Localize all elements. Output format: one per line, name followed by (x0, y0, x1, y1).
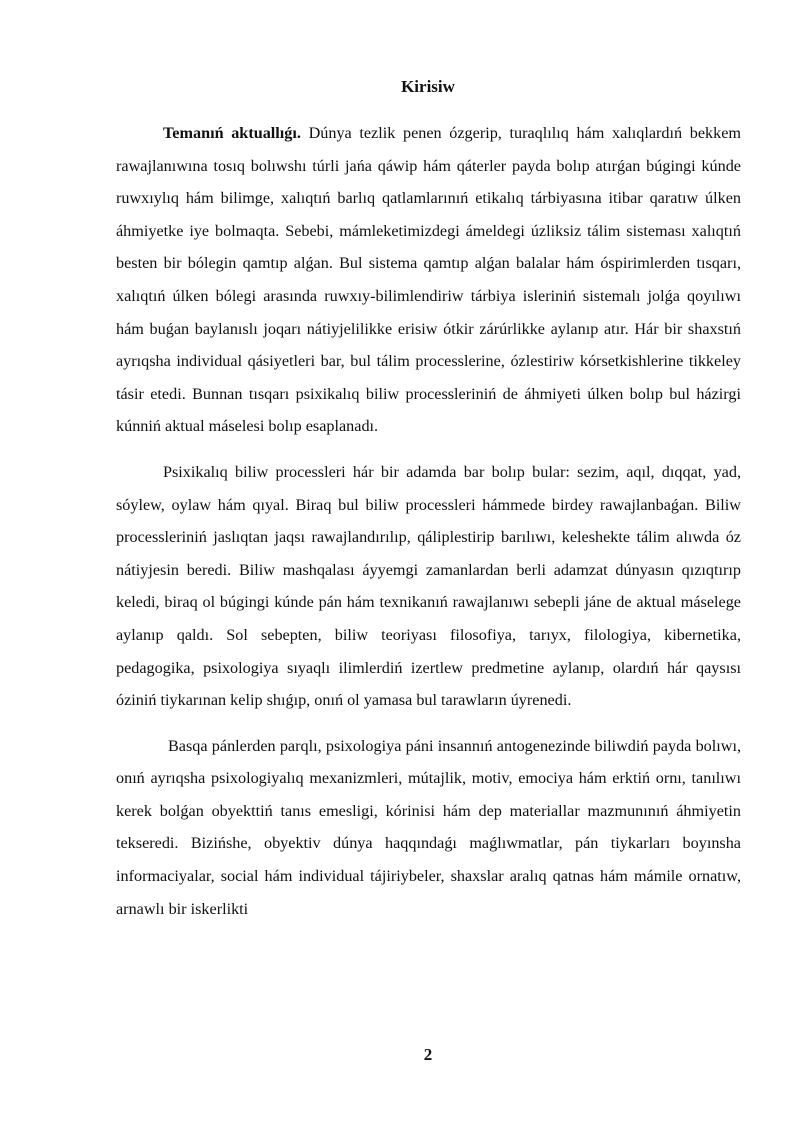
body-text (116, 117, 741, 925)
page-number: 2 (423, 1045, 433, 1064)
page-title: Kirisiw (401, 77, 455, 96)
paragraph-cognitive-processes: Psixikalıq biliw processleri hár bir adamda bar bolıp bular: sezim, aqıl, dıqqat, yad, sóylew, oylaw hám qıyal. Biraq bul biliw processleri hámmede birdey rawajlanbaǵan. Biliw processleriniń jaslıqtan jaqsı rawajlandırılıp, qáliplestirip barılıwı, keleshekte tálim alıwda óz nátiyjesin beredi. Biliw mashqalası áyyemgi zamanlardan berli adamzat dúnyasın qızıqtırıp keledi, biraq ol búgingi kúnde pán hám texnikanıń rawajlanıwı sebepli jáne de aktual máselege aylanıp qaldı. Sol sebepten, biliw teoriyası filosofiya, tarıyx, filologiya, kibernetika, pedagogika, psixologiya sıyaqlı ilimlerdiń izertlew predmetine aylanıp, olardıń hár qaysısı óziniń tiykarınan kelip shıǵıp, onıń ol yamasa bul tarawların úyrenedi. (116, 462, 741, 710)
paragraph-actuality (116, 117, 741, 443)
paragraph-text: Dúnya tezlik penen ózgerip, turaqlılıq hám xalıqlardıń bekkem rawajlanıwına tosıq bolıwshı túrli jańa qáwip hám qáterler payda bolıp atırǵan búgingi kúnde ruwxıylıq hám bilimge, xalıqtıń barlıq qatlamlarınıń etikalıq tárbiyasına itibar qaratıw úlken áhmiyetke iye bolmaqta. Sebebi, mámleketimizdegi ámeldegi úzliksiz tálim sisteması xalıqtıń besten bir bólegin qamtıp alǵan. Bul sistema qamtıp alǵan balalar hám óspirimlerden tısqarı, xalıqtıń úlken bólegi arasında ruwxıy-bilimlendiriw tárbiya isleriniń sistemalı jolǵa qoyılıwı hám buǵan baylanıslı joqarı nátiyjelilikke erisiw ótkir zárúrlikke aylanıp atır. Hár bir shaxstıń ayrıqsha individual qásiyetleri bar, bul tálim processlerine, ózlestiriw kórsetkishlerine tikkeley tásir etedi. Bunnan tısqarı psixikalıq biliw processleriniń de áhmiyeti úlken bolıp bul házirgi kúnniń aktual máselesi bolıp esaplanadı. (116, 124, 741, 436)
paragraph-lead: Temanıń aktuallıǵı. (163, 124, 301, 142)
paragraph-psychology: Basqa pánlerden parqlı, psixologiya páni insannıń antogenezinde biliwdiń payda bolıwı, onıń ayrıqsha psixologiyalıq mexanizmleri, mútajlik, motiv, emociya hám erktiń ornı, tanılıwı kerek bolǵan obyekttiń tanıs emesligi, kórinisi hám dep materiallar mazmunınıń áhmiyetin tekseredi. Bizińshe, obyektiv dúnya haqqındaǵı maǵlıwmatlar, pán tiykarları boyınsha informaciyalar, social hám individual tájiriybeler, shaxslar aralıq qatnas hám mámile ornatıw, arnawlı bir iskerlikti (116, 736, 741, 918)
